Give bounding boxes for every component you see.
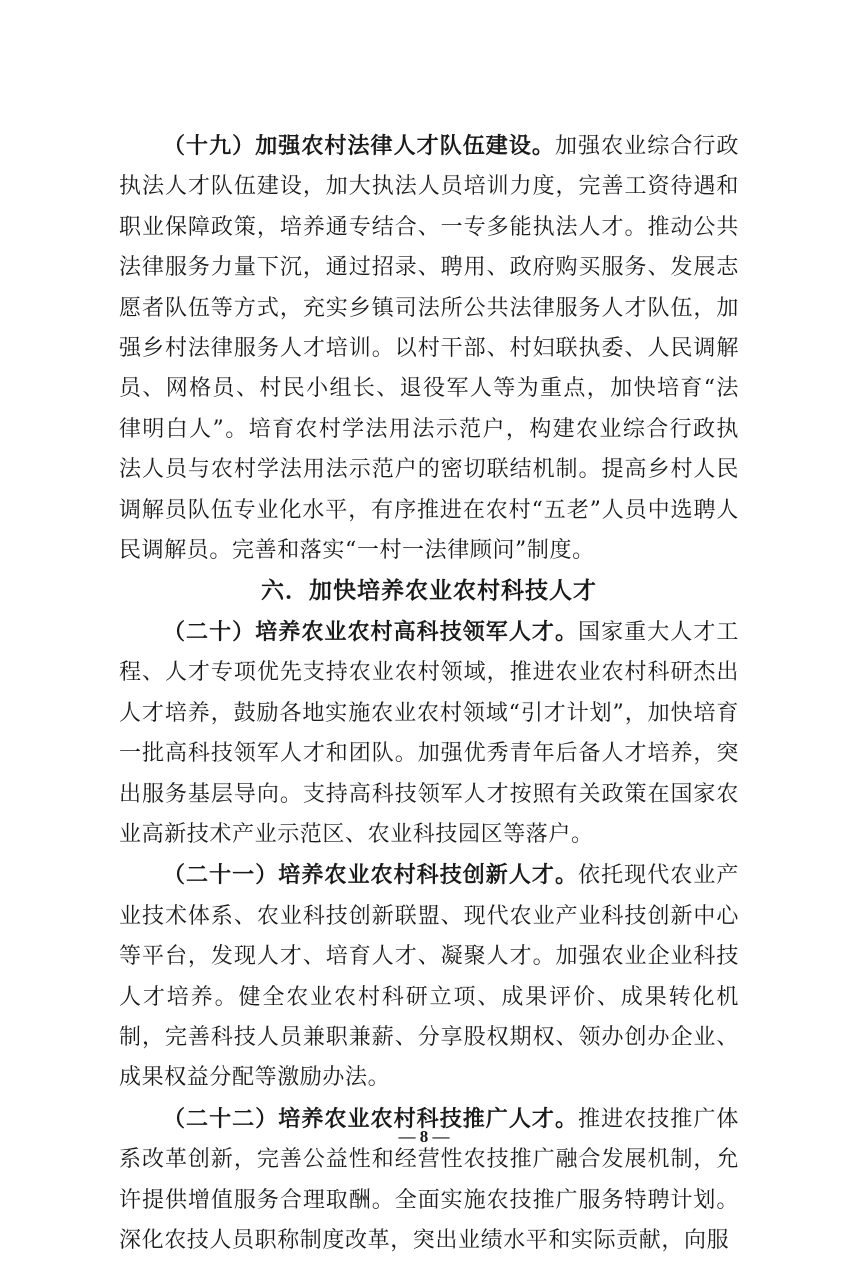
paragraph-22-lead: （二十二）培养农业农村科技推广人才。 [163, 1105, 579, 1132]
paragraph-20-lead: （二十）培养农业农村高科技领军人才。 [163, 618, 579, 645]
paragraph-20 [119, 612, 739, 855]
paragraph-22-body: 推进农技推广体系改革创新，完善公益性和经营性农技推广融合发展机制，允许提供增值服务合理取酬。全面实施农技推广服务特聘计划。深化农技人员职称制度改革，突出业绩水平和实际贡献，向服 [119, 1106, 739, 1253]
paragraph-21 [119, 855, 739, 1098]
paragraph-22 [119, 1099, 739, 1261]
paragraph-21-body: 依托现代农业产业技术体系、农业科技创新联盟、现代农业产业科技创新中心等平台，发现人才、培育人才、凝聚人才。加强农业企业科技人才培养。健全农业农村科研立项、成果评价、成果转化机制，完善科技人员兼职兼薪、分享股权期权、领办创办企业、成果权益分配等激励办法。 [119, 863, 739, 1091]
section-heading: 六．加快培养农业农村科技人才 [261, 578, 597, 605]
document-body [119, 126, 739, 1261]
paragraph-20-body: 国家重大人才工程、人才专项优先支持农业农村领域，推进农业农村科研杰出人才培养，鼓励各地实施农业农村领域“引才计划”，加快培育一批高科技领军人才和团队。加强优秀青年后备人才培养，突出服务基层导向。支持高科技领军人才按照有关政策在国家农业高新技术产业示范区、农业科技园区等落户。 [119, 619, 739, 847]
page-number: — 8 — [398, 1127, 450, 1146]
paragraph-19-lead: （十九）加强农村法律人才队伍建设。 [163, 133, 555, 159]
paragraph-19 [119, 126, 739, 571]
paragraph-21-lead: （二十一）培养农业农村科技创新人才。 [163, 862, 579, 889]
paragraph-19-body: 加强农业综合行政执法人才队伍建设，加大执法人员培训力度，完善工资待遇和职业保障政策，培养通专结合、一专多能执法人才。推动公共法律服务力量下沉，通过招录、聘用、政府购买服务、发展志愿者队伍等方式，充实乡镇司法所公共法律服务人才队伍，加强乡村法律服务人才培训。以村干部、村妇联执委、人民调解员、网格员、村民小组长、退役军人等为重点，加快培育“法律明白人”。培育农村学法用法示范户，构建农业综合行政执法人员与农村学法用法示范户的密切联结机制。提高乡村人民调解员队伍专业化水平，有序推进在农村“五老”人员中选聘人民调解员。完善和落实“一村一法律顾问”制度。 [119, 134, 739, 564]
